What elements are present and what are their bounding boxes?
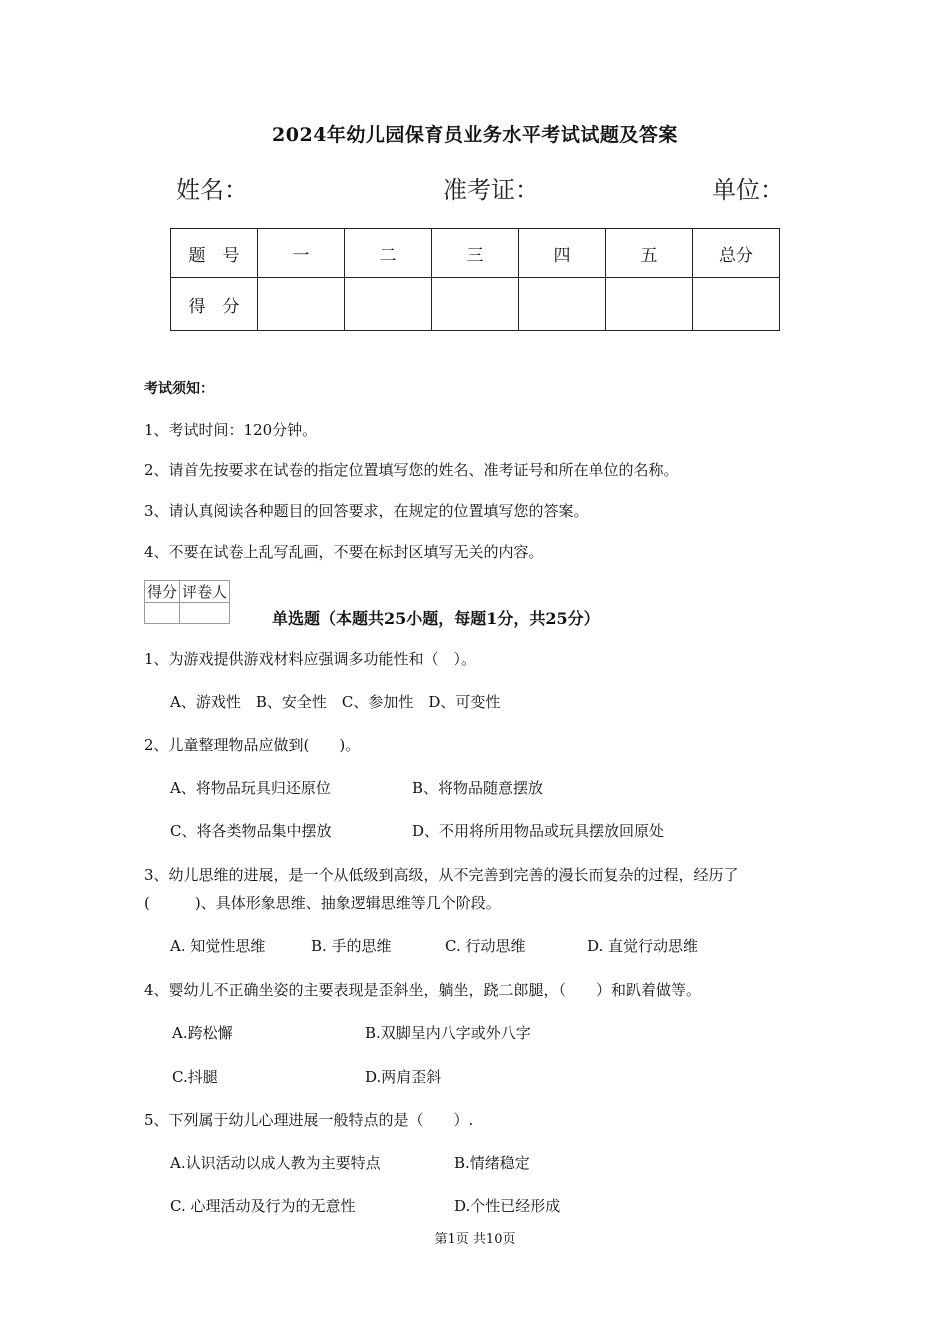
score-cell[interactable] xyxy=(432,278,519,331)
score-cell[interactable] xyxy=(693,278,780,331)
question-4-option-c: C.抖腿 xyxy=(172,1068,218,1086)
notice-item: 4、不要在试卷上乱写乱画，不要在标封区填写无关的内容。 xyxy=(144,543,544,561)
page-title: 2024年幼儿园保育员业务水平考试试题及答案 xyxy=(272,124,678,146)
question-2-option-b: B、将物品随意摆放 xyxy=(412,779,544,797)
name-label: 姓名： xyxy=(176,176,248,204)
grader-score-cell[interactable] xyxy=(145,603,180,624)
question-4-option-a: A.跨松懈 xyxy=(172,1024,233,1042)
header-cell: 四 xyxy=(519,229,606,278)
header-cell: 二 xyxy=(345,229,432,278)
page-footer: 第1页 共10页 xyxy=(434,1232,516,1247)
question-5-option-c: C. 心理活动及行为的无意性 xyxy=(170,1197,356,1215)
question-2-stem: 2、儿童整理物品应做到( )。 xyxy=(144,736,361,754)
question-5-option-d: D.个性已经形成 xyxy=(454,1197,561,1215)
score-table xyxy=(170,228,780,331)
question-5-stem: 5、下列属于幼儿心理进展一般特点的是（ ）. xyxy=(144,1111,474,1129)
score-table-header-row xyxy=(171,229,780,278)
header-cell: 三 xyxy=(432,229,519,278)
notice-item: 3、请认真阅读各种题目的回答要求，在规定的位置填写您的答案。 xyxy=(144,502,589,520)
notice-item: 2、请首先按要求在试卷的指定位置填写您的姓名、准考证号和所在单位的名称。 xyxy=(144,461,679,479)
question-4-option-b: B.双脚呈内八字或外八字 xyxy=(365,1024,531,1042)
grader-score-label: 得分 xyxy=(145,581,180,603)
question-2-option-c: C、将各类物品集中摆放 xyxy=(170,822,332,840)
score-cell[interactable] xyxy=(345,278,432,331)
unit-label: 单位： xyxy=(712,176,784,204)
exam-id-label: 准考证： xyxy=(443,176,539,204)
header-cell: 总分 xyxy=(693,229,780,278)
grader-box xyxy=(144,580,230,624)
section-title: 单选题（本题共25小题，每题1分，共25分） xyxy=(272,609,600,628)
score-table-score-row xyxy=(171,278,780,331)
header-cell: 五 xyxy=(606,229,693,278)
question-2-option-a: A、将物品玩具归还原位 xyxy=(170,779,331,797)
grader-name-label: 评卷人 xyxy=(180,581,230,603)
notice-heading: 考试须知： xyxy=(144,381,214,397)
question-3-option-a: A. 知觉性思维 xyxy=(170,937,266,955)
question-3-option-b: B. 手的思维 xyxy=(311,937,392,955)
header-cell: 一 xyxy=(258,229,345,278)
score-cell[interactable] xyxy=(519,278,606,331)
question-5-option-b: B.情绪稳定 xyxy=(454,1154,530,1172)
question-3-option-c: C. 行动思维 xyxy=(445,937,526,955)
question-3-stem-line1: 3、幼儿思维的进展，是一个从低级到高级，从不完善到完善的漫长而复杂的过程，经历了 xyxy=(144,866,739,884)
header-cell: 题 号 xyxy=(171,229,258,278)
question-4-option-d: D.两肩歪斜 xyxy=(365,1068,442,1086)
question-3-stem-line2: ( )、具体形象思维、抽象逻辑思维等几个阶段。 xyxy=(144,894,501,912)
score-cell[interactable] xyxy=(606,278,693,331)
question-4-stem: 4、婴幼儿不正确坐姿的主要表现是歪斜坐，躺坐，跷二郎腿，（ ）和趴着做等。 xyxy=(144,981,702,999)
grader-name-cell[interactable] xyxy=(180,603,230,624)
question-1-stem: 1、为游戏提供游戏材料应强调多功能性和（ ）。 xyxy=(144,650,477,668)
score-cell[interactable] xyxy=(258,278,345,331)
question-5-option-a: A.认识活动以成人教为主要特点 xyxy=(170,1154,381,1172)
question-3-option-d: D. 直觉行动思维 xyxy=(587,937,699,955)
notice-item: 1、考试时间：120分钟。 xyxy=(144,421,318,439)
question-1-options: A、游戏性 B、安全性 C、参加性 D、可变性 xyxy=(170,693,501,711)
question-2-option-d: D、不用将所用物品或玩具摆放回原处 xyxy=(412,822,665,840)
score-label-cell: 得 分 xyxy=(171,278,258,331)
